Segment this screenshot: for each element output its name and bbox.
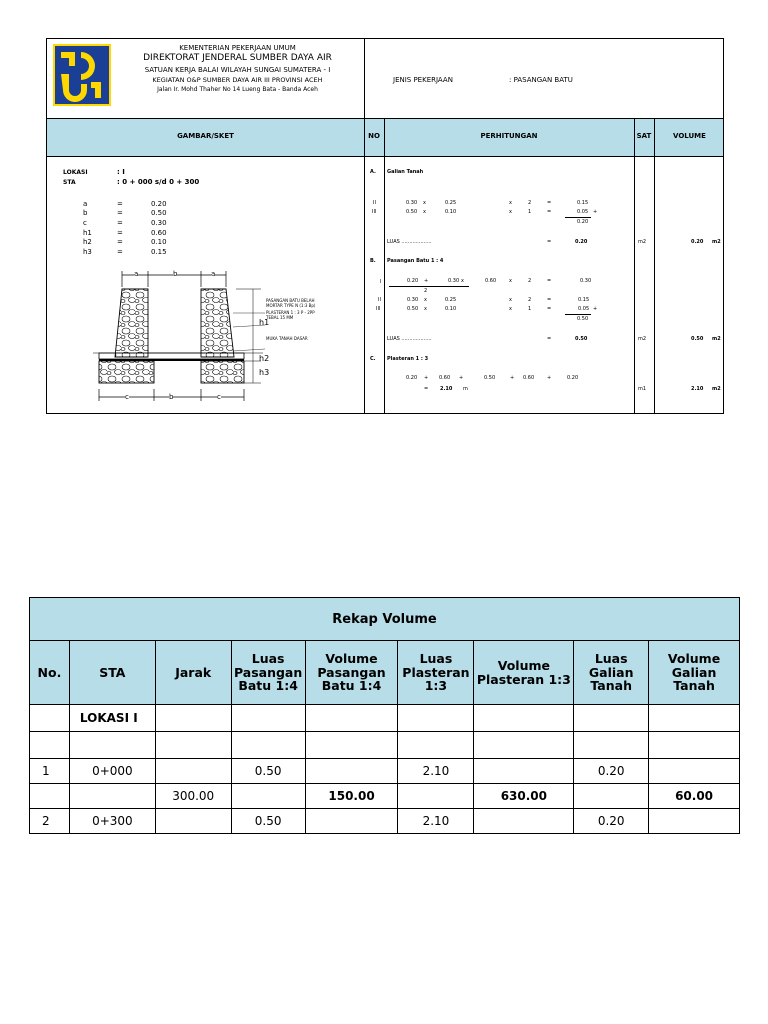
note-mortar: MORTAR TYPE N (1:3 Bp)	[266, 303, 316, 308]
calc-b-operator: x	[509, 278, 512, 284]
calc-a-row-index: III	[372, 209, 377, 215]
recap-cell: 300.00	[155, 784, 231, 809]
dim-a-left: a	[134, 270, 139, 278]
calc-b-luas-equals: =	[547, 336, 552, 342]
recap-cell: 0+000	[69, 759, 155, 784]
calc-b-operator: x	[424, 306, 427, 312]
calc-a-operator: x	[509, 200, 512, 206]
job-type-label: JENIS PEKERJAAN	[393, 76, 453, 84]
param-value: 0.10	[151, 238, 167, 246]
table-row	[30, 809, 740, 834]
dim-b-bottom: b	[169, 393, 174, 401]
recap-title: Rekap Volume	[30, 598, 740, 641]
recap-header-sta: STA	[69, 641, 155, 705]
recap-cell: 150.00	[305, 784, 398, 809]
param-eq: =	[117, 248, 123, 256]
calc-b-result: 0.05	[578, 306, 590, 312]
calc-a-value: 0.25	[445, 200, 457, 206]
recap-cell: 2	[30, 809, 70, 834]
calc-b-row-index: III	[376, 306, 381, 312]
lokasi-value: : I	[117, 168, 125, 176]
calc-c-term: 0.20	[406, 375, 418, 381]
calc-c-operator: +	[459, 375, 464, 381]
param-name: a	[83, 200, 88, 208]
param-eq: =	[117, 238, 123, 246]
recap-cell: 0.20	[574, 759, 649, 784]
calc-b-value: 0.10	[445, 306, 457, 312]
section-a-no: A.	[370, 169, 376, 175]
fraction-line	[389, 286, 469, 287]
calc-a-value: 0.30	[406, 200, 418, 206]
column-gambar: GAMBAR/SKET	[177, 132, 234, 140]
calc-b-equals: =	[547, 278, 552, 284]
param-value: 0.30	[151, 219, 167, 227]
calc-a-multiplier: 1	[528, 209, 532, 215]
calc-b-luas-label: LUAS ...................	[387, 336, 432, 342]
calc-a-value: 0.10	[445, 209, 457, 215]
calc-b-value: 0.25	[445, 297, 457, 303]
param-name: h3	[83, 248, 92, 256]
calc-a-equals: =	[547, 200, 552, 206]
ministry-name: KEMENTERIAN PEKERJAAN UMUM	[179, 44, 296, 52]
dim-b-top: b	[173, 270, 178, 278]
param-name: c	[83, 219, 87, 227]
column-volume: VOLUME	[673, 132, 706, 140]
calc-a-volume: 0.20	[691, 239, 704, 245]
calc-a-volume-unit: m2	[712, 239, 721, 245]
note-plaster: PLASTERAN 1 : 3 P - 2PP	[266, 310, 315, 315]
calc-c-volume-unit: m2	[712, 386, 721, 392]
param-eq: =	[117, 209, 123, 217]
calc-b-value: 0.20	[407, 278, 419, 284]
calc-b-result: 0.30	[580, 278, 592, 284]
param-value: 0.15	[151, 248, 167, 256]
calc-a-operator: x	[423, 200, 426, 206]
calc-a-plus: +	[593, 209, 598, 215]
calc-b-multiplier: 2	[528, 297, 532, 303]
calc-a-row-index: II	[373, 200, 376, 206]
calc-b-luas-value: 0.50	[575, 336, 588, 342]
calc-a-unit: m2	[638, 239, 647, 245]
calc-b-plus: +	[424, 278, 429, 284]
param-eq: =	[117, 200, 123, 208]
column-perhitungan: PERHITUNGAN	[480, 132, 538, 140]
dim-h3: h3	[259, 368, 270, 377]
calc-c-term: 0.20	[567, 375, 579, 381]
param-value: 0.20	[151, 200, 167, 208]
calc-a-multiplier: 2	[528, 200, 532, 206]
param-eq: =	[117, 219, 123, 227]
calc-b-operator: x	[509, 297, 512, 303]
note-thickness: TEBAL 15 MM	[266, 315, 294, 320]
activity-name: KEGIATAN O&P SUMBER DAYA AIR III PROVINSI ACEH	[152, 76, 323, 84]
dim-c-left: c	[125, 393, 129, 401]
calc-a-result: 0.15	[577, 200, 589, 206]
pu-logo	[53, 44, 111, 106]
calc-b-volume: 0.50	[691, 336, 704, 342]
calc-c-operator: +	[547, 375, 552, 381]
recap-cell: 60.00	[649, 784, 740, 809]
sta-value: : 0 + 000 s/d 0 + 300	[117, 178, 200, 186]
column-no: NO	[368, 132, 380, 140]
param-name: h1	[83, 229, 92, 237]
calc-a-sum: 0.20	[577, 219, 589, 225]
section-b-no: B.	[370, 258, 376, 264]
table-row	[30, 784, 740, 809]
param-eq: =	[117, 229, 123, 237]
calc-a-operator: x	[423, 209, 426, 215]
calc-c-operator: +	[424, 375, 429, 381]
recap-cell: 0+300	[69, 809, 155, 834]
calc-b-multiplier: 2	[528, 278, 532, 284]
calc-b-row-index: II	[378, 297, 381, 303]
dim-a-right: a	[211, 270, 216, 278]
recap-cell: 630.00	[474, 784, 574, 809]
recap-cell: 2.10	[398, 759, 474, 784]
param-name: b	[83, 209, 88, 217]
recap-header-volume-batu: Volume Pasangan Batu 1:4	[305, 641, 398, 705]
calc-a-value: 0.50	[406, 209, 418, 215]
section-c-no: C.	[370, 356, 376, 362]
recap-header-no: No.	[30, 641, 70, 705]
calc-a-result: 0.05	[577, 209, 589, 215]
calc-b-equals: =	[547, 306, 552, 312]
job-type-value: : PASANGAN BATU	[509, 76, 573, 84]
calc-c-term: 0.60	[439, 375, 451, 381]
office-address: Jalan Ir. Mohd Thaher No 14 Lueng Bata - Banda Aceh	[157, 86, 318, 93]
recap-cell: 0.50	[231, 759, 305, 784]
recap-header-luas-plaster: Luas Plasteran 1:3	[398, 641, 474, 705]
calc-b-multiplier: 1	[528, 306, 532, 312]
recap-header-volume-galian: Volume Galian Tanah	[649, 641, 740, 705]
calc-b-value: 0.60	[485, 278, 497, 284]
calc-a-operator: x	[509, 209, 512, 215]
sum-line	[565, 314, 591, 315]
calc-a-luas-equals: =	[547, 239, 552, 245]
calc-b-equals: =	[547, 297, 552, 303]
recap-location: LOKASI I	[69, 705, 155, 732]
recap-header-jarak: Jarak	[155, 641, 231, 705]
calc-b-unit: m2	[638, 336, 647, 342]
recap-cell: 1	[30, 759, 70, 784]
table-row	[30, 759, 740, 784]
calc-c-term: 0.60	[523, 375, 535, 381]
section-c-title: Plasteran 1 : 3	[387, 356, 429, 362]
section-a-title: Galian Tanah	[387, 169, 424, 175]
calc-b-sum: 0.50	[577, 316, 589, 322]
calc-c-result-unit: m	[463, 386, 468, 392]
note-ground: MUKA TANAH DASAR	[266, 336, 308, 341]
calc-c-result: 2.10	[440, 386, 453, 392]
dim-c-right: c	[217, 393, 221, 401]
directorate-name: DIREKTORAT JENDERAL SUMBER DAYA AIR	[143, 53, 332, 63]
calc-b-value: 0.30	[407, 297, 419, 303]
dim-h1: h1	[259, 318, 270, 327]
calc-c-term: 0.50	[484, 375, 496, 381]
calc-b-value: 0.30	[448, 278, 460, 284]
calc-b-volume-unit: m2	[712, 336, 721, 342]
calc-b-operator: x	[461, 278, 464, 284]
column-sat: SAT	[636, 132, 652, 140]
calc-a-luas-value: 0.20	[575, 239, 588, 245]
cross-section-sketch	[93, 267, 363, 407]
dim-h2: h2	[259, 354, 270, 363]
calc-c-volume: 2.10	[691, 386, 704, 392]
calc-b-result: 0.15	[578, 297, 590, 303]
param-value: 0.60	[151, 229, 167, 237]
work-unit-name: SATUAN KERJA BALAI WILAYAH SUNGAI SUMATERA - I	[144, 66, 331, 74]
recap-header-luas-galian: Luas Galian Tanah	[574, 641, 649, 705]
calc-c-equals: =	[424, 386, 429, 392]
lokasi-label: LOKASI	[63, 169, 88, 176]
calc-b-value: 0.50	[407, 306, 419, 312]
calc-a-luas-label: LUAS ...................	[387, 239, 432, 245]
param-name: h2	[83, 238, 92, 246]
calc-b-plus: +	[593, 306, 598, 312]
calc-a-equals: =	[547, 209, 552, 215]
sum-line	[565, 217, 591, 218]
recap-cell: 2.10	[398, 809, 474, 834]
recap-cell: 0.20	[574, 809, 649, 834]
calc-b-row-index: I	[380, 279, 382, 285]
calc-b-operator: x	[424, 297, 427, 303]
recap-cell: 0.50	[231, 809, 305, 834]
calc-b-divisor: 2	[424, 288, 428, 294]
sta-label: STA	[63, 179, 76, 186]
calc-b-operator: x	[509, 306, 512, 312]
recap-header-luas-batu: Luas Pasangan Batu 1:4	[231, 641, 305, 705]
calculation-sheet	[46, 38, 724, 414]
recap-header-volume-plaster: Volume Plasteran 1:3	[474, 641, 574, 705]
param-value: 0.50	[151, 209, 167, 217]
calc-c-unit: m1	[638, 386, 647, 392]
recap-volume-table	[29, 597, 740, 834]
section-b-title: Pasangan Batu 1 : 4	[387, 258, 444, 264]
note-masonry: PASANGAN BATU BELAH	[266, 298, 315, 303]
calc-c-operator: +	[510, 375, 515, 381]
